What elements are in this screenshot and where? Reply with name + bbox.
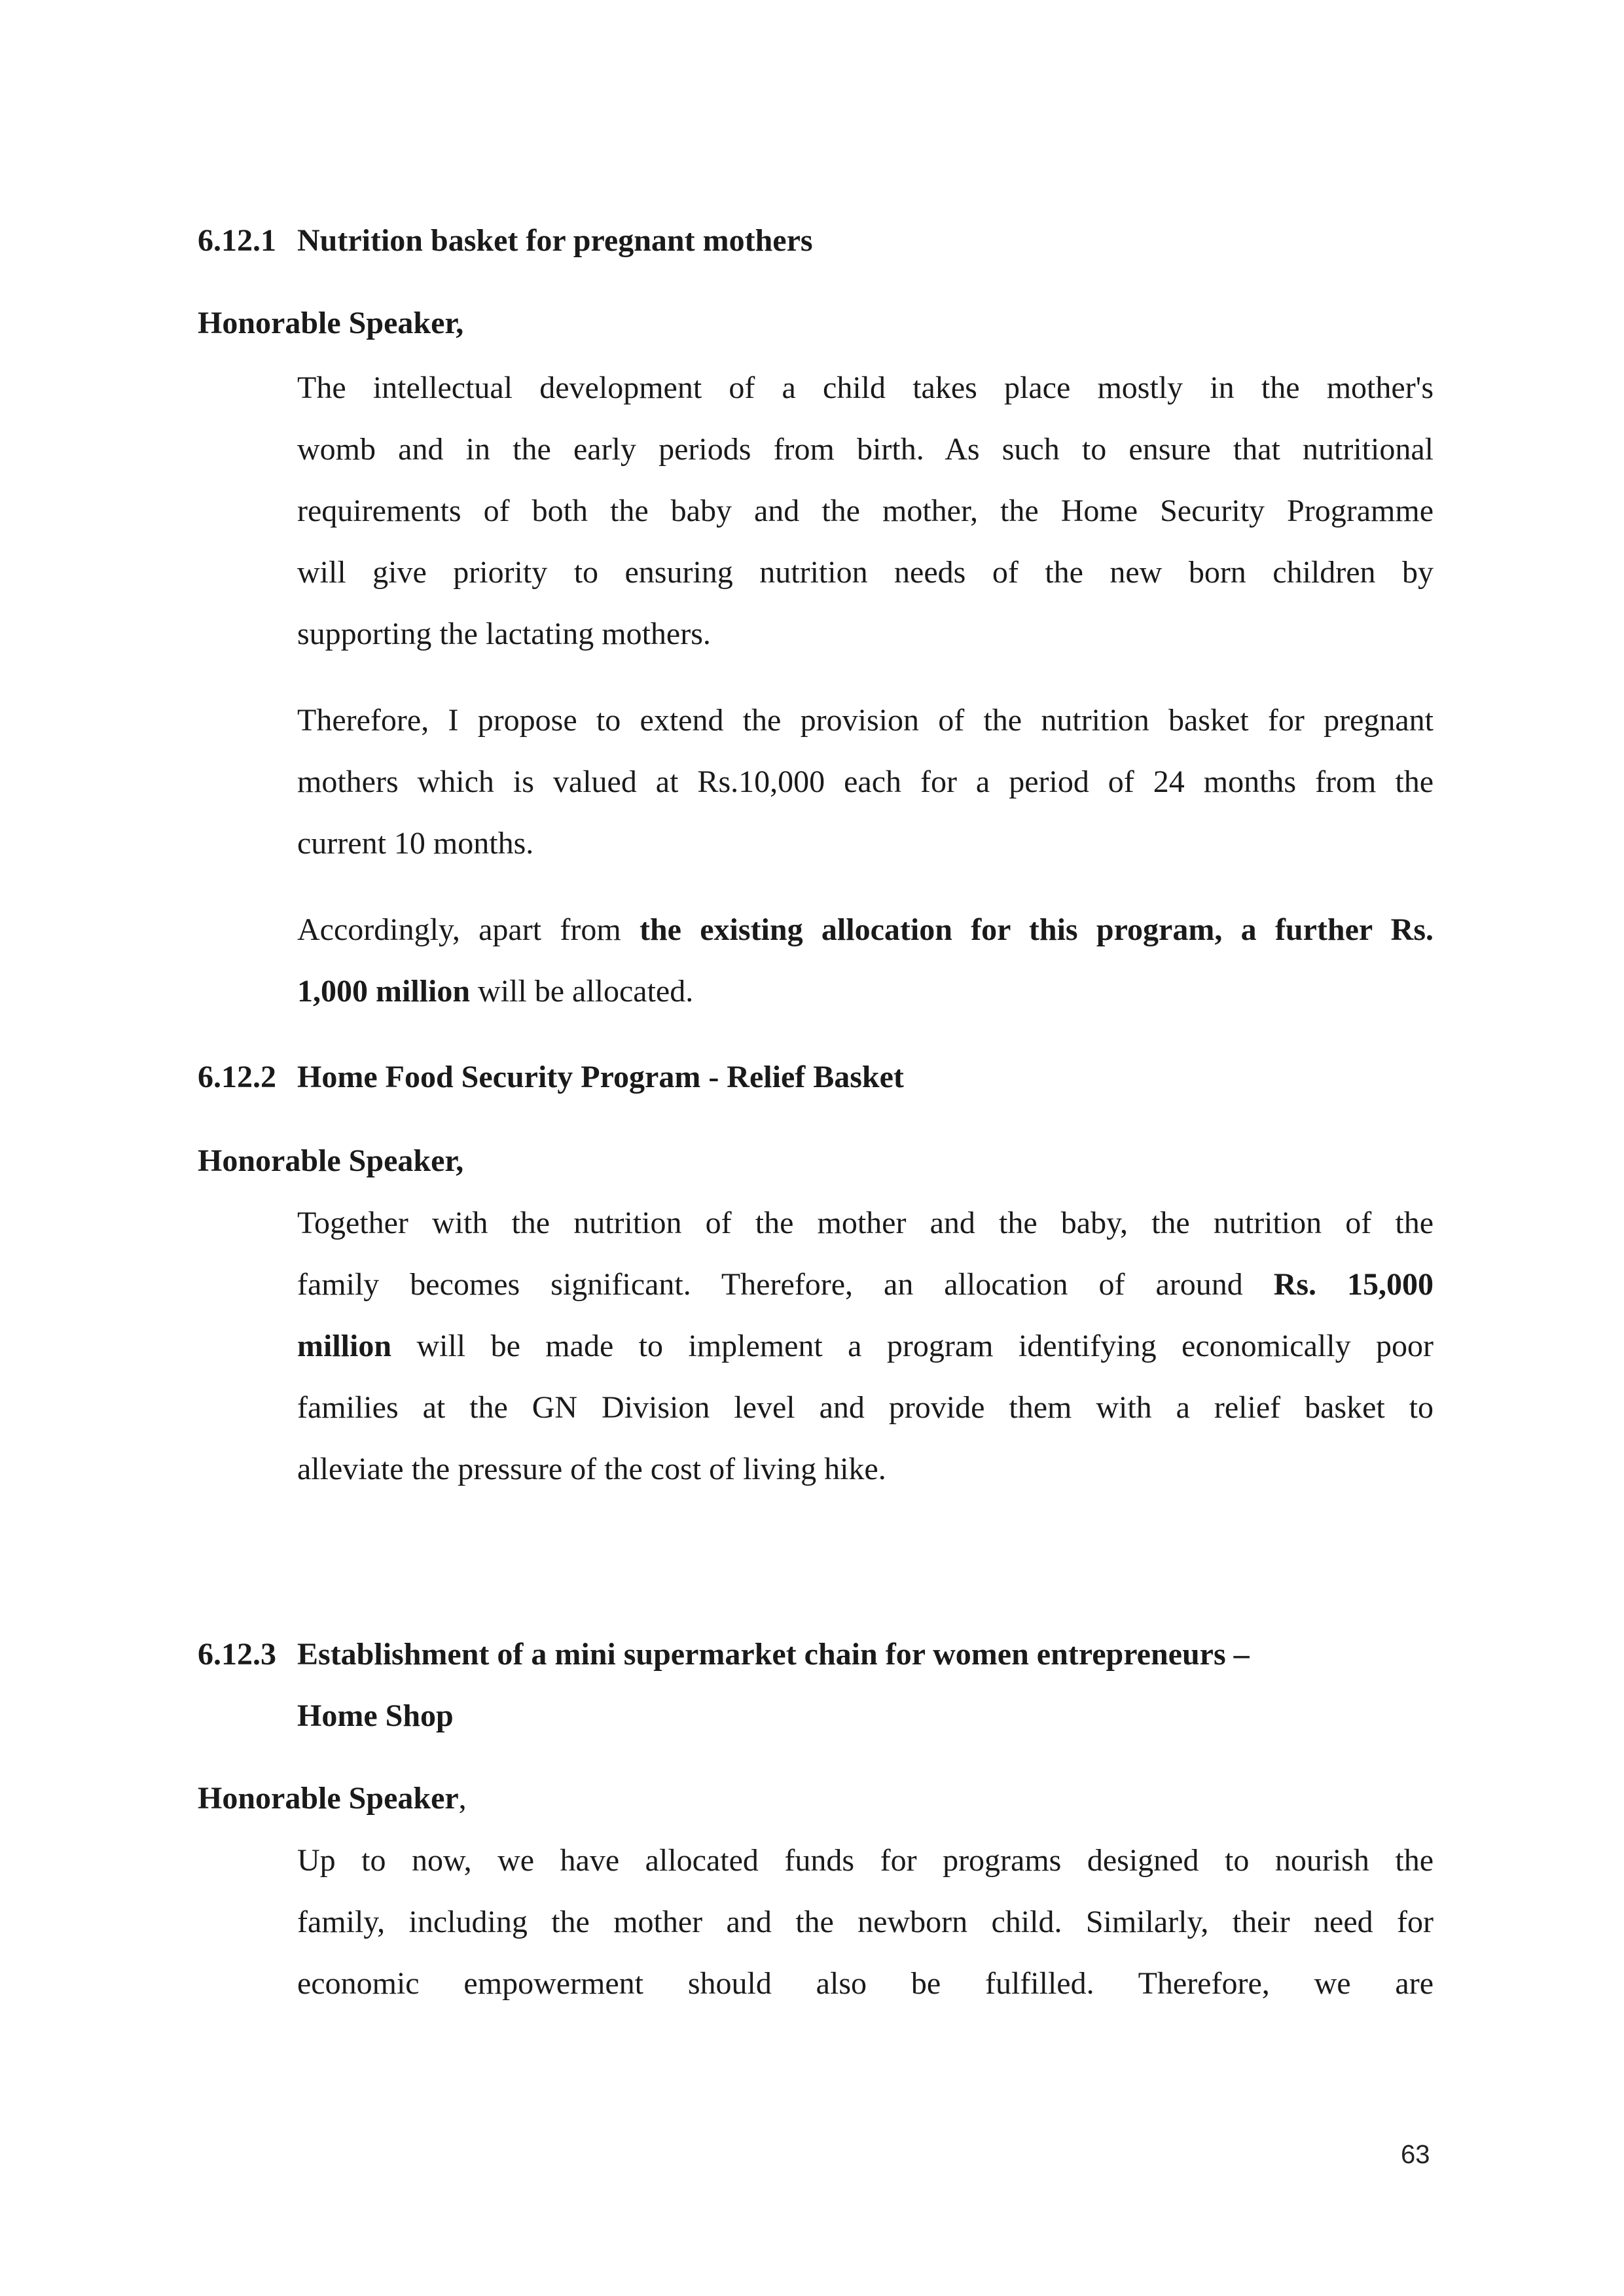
section-title-continuation: Home Shop xyxy=(297,1698,454,1733)
paragraph-line: families at the GN Division level and provide them with a relief basket to xyxy=(297,1390,1434,1425)
paragraph-line: current 10 months. xyxy=(297,826,534,861)
text-run: Accordingly, apart from xyxy=(297,912,640,947)
section-heading-6-12-2 xyxy=(198,1046,904,1109)
paragraph-line: economic empowerment should also be fulfilled. Therefore, we are xyxy=(297,1966,1434,2001)
section-number: 6.12.3 xyxy=(198,1637,276,1672)
text-run: will be allocated. xyxy=(470,974,694,1009)
section-title: Nutrition basket for pregnant mothers xyxy=(297,223,813,258)
paragraph-line: Together with the nutrition of the mother and the baby, the nutrition of the xyxy=(297,1206,1434,1240)
paragraph-line: supporting the lactating mothers. xyxy=(297,617,711,651)
paragraph xyxy=(297,357,1434,665)
paragraph-line xyxy=(297,1254,1434,1316)
paragraph-line xyxy=(297,961,1434,1022)
section-heading-6-12-1 xyxy=(198,209,813,272)
salutation-comma: , xyxy=(458,1781,467,1816)
paragraph-line xyxy=(297,899,1434,961)
paragraph xyxy=(297,1193,1434,1500)
bold-text-run: the existing allocation for this program, a further Rs. xyxy=(639,912,1434,947)
text-run: will be made to implement a program identifying economically poor xyxy=(391,1329,1434,1363)
paragraph xyxy=(297,899,1434,1022)
salutation: Honorable Speaker, xyxy=(198,306,464,340)
salutation: Honorable Speaker, xyxy=(198,1143,464,1178)
section-title: Home Food Security Program - Relief Basket xyxy=(297,1060,904,1094)
page-number: 63 xyxy=(1401,2140,1430,2169)
paragraph-line: family, including the mother and the newborn child. Similarly, their need for xyxy=(297,1905,1434,1939)
salutation xyxy=(198,1767,467,1830)
paragraph xyxy=(297,690,1434,874)
paragraph-line: The intellectual development of a child takes place mostly in the mother's xyxy=(297,370,1434,405)
paragraph-line: womb and in the early periods from birth. As such to ensure that nutritional xyxy=(297,432,1434,467)
bold-text-run: 1,000 million xyxy=(297,974,471,1009)
paragraph-line: will give priority to ensuring nutrition needs of the new born children by xyxy=(297,555,1434,590)
paragraph-line: alleviate the pressure of the cost of living hike. xyxy=(297,1452,886,1486)
salutation-text: Honorable Speaker xyxy=(198,1781,459,1816)
paragraph-line xyxy=(297,1316,1434,1377)
section-heading-6-12-3 xyxy=(198,1623,1250,1686)
section-number: 6.12.2 xyxy=(198,1060,276,1094)
paragraph-line: mothers which is valued at Rs.10,000 each for a period of 24 months from the xyxy=(297,764,1434,799)
paragraph xyxy=(297,1830,1434,2015)
bold-text-run: million xyxy=(297,1329,392,1363)
paragraph-line: requirements of both the baby and the mother, the Home Security Programme xyxy=(297,493,1434,528)
section-number: 6.12.1 xyxy=(198,223,276,258)
paragraph-line: Therefore, I propose to extend the provision of the nutrition basket for pregnant xyxy=(297,703,1434,738)
section-title: Establishment of a mini supermarket chain for women entrepreneurs – xyxy=(297,1637,1250,1672)
text-run: family becomes significant. Therefore, an allocation of around xyxy=(297,1267,1274,1302)
bold-text-run: Rs. 15,000 xyxy=(1273,1267,1434,1302)
paragraph-line: Up to now, we have allocated funds for programs designed to nourish the xyxy=(297,1843,1434,1878)
